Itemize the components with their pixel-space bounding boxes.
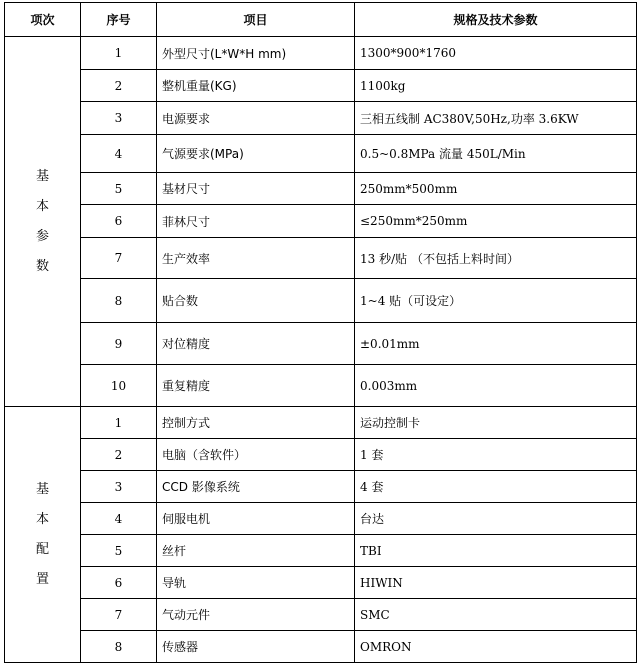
table-row: [5, 279, 637, 323]
row-value: HIWIN: [355, 567, 637, 599]
section-label-char: 本: [35, 198, 49, 214]
row-value: 运动控制卡: [355, 407, 637, 439]
row-value: 台达: [355, 503, 637, 535]
row-number: 1: [81, 407, 157, 439]
row-number: 8: [81, 631, 157, 663]
row-number: 4: [81, 135, 157, 173]
row-item: 重复精度: [157, 365, 355, 407]
row-value: 三相五线制 AC380V,50Hz,功率 3.6KW: [355, 102, 637, 135]
table-row: [5, 631, 637, 663]
table-row: [5, 365, 637, 407]
row-value: 250mm*500mm: [355, 173, 637, 205]
row-item: 外型尺寸(L*W*H mm): [157, 37, 355, 70]
section-label-char: 基: [35, 168, 49, 184]
row-value: 1 套: [355, 439, 637, 471]
table-row: [5, 567, 637, 599]
section-label: [5, 37, 81, 407]
table-row: [5, 599, 637, 631]
row-value: 4 套: [355, 471, 637, 503]
row-number: 2: [81, 70, 157, 102]
row-value: SMC: [355, 599, 637, 631]
table-row: [5, 70, 637, 102]
header-row: [5, 3, 637, 37]
table-row: [5, 205, 637, 238]
spec-table: [4, 2, 637, 663]
row-number: 9: [81, 323, 157, 365]
row-value: 0.5~0.8MPa 流量 450L/Min: [355, 135, 637, 173]
row-value: ±0.01mm: [355, 323, 637, 365]
section-label-char: 本: [35, 511, 49, 527]
header-no: 序号: [81, 3, 157, 37]
row-item: 丝杆: [157, 535, 355, 567]
table-row: [5, 173, 637, 205]
row-item: 贴合数: [157, 279, 355, 323]
row-number: 6: [81, 567, 157, 599]
row-item: 导轨: [157, 567, 355, 599]
row-number: 1: [81, 37, 157, 70]
row-number: 7: [81, 238, 157, 279]
row-item: 传感器: [157, 631, 355, 663]
table-row: [5, 471, 637, 503]
table-row: [5, 238, 637, 279]
row-value: 1~4 贴（可设定）: [355, 279, 637, 323]
row-value: OMRON: [355, 631, 637, 663]
table-row: [5, 407, 637, 439]
row-value: TBI: [355, 535, 637, 567]
section-label-char: 参: [35, 228, 49, 244]
section-label-char: 置: [35, 571, 49, 587]
row-number: 10: [81, 365, 157, 407]
row-item: 电脑（含软件）: [157, 439, 355, 471]
table-row: [5, 37, 637, 70]
row-number: 8: [81, 279, 157, 323]
table-row: [5, 535, 637, 567]
row-value: 0.003mm: [355, 365, 637, 407]
row-item: 电源要求: [157, 102, 355, 135]
row-item: 伺服电机: [157, 503, 355, 535]
row-item: 菲林尺寸: [157, 205, 355, 238]
row-item: 整机重量(KG): [157, 70, 355, 102]
table-row: [5, 323, 637, 365]
row-item: 气源要求(MPa): [157, 135, 355, 173]
row-value: 13 秒/贴 （不包括上料时间）: [355, 238, 637, 279]
table-row: [5, 135, 637, 173]
row-item: 气动元件: [157, 599, 355, 631]
table-row: [5, 102, 637, 135]
table-body: [5, 37, 637, 663]
row-number: 3: [81, 471, 157, 503]
row-number: 3: [81, 102, 157, 135]
row-number: 2: [81, 439, 157, 471]
header-category: 项次: [5, 3, 81, 37]
row-number: 5: [81, 173, 157, 205]
section-label-char: 配: [35, 541, 49, 557]
row-number: 4: [81, 503, 157, 535]
header-spec: 规格及技术参数: [355, 3, 637, 37]
section-label-char: 数: [35, 258, 49, 274]
row-value: 1300*900*1760: [355, 37, 637, 70]
row-number: 6: [81, 205, 157, 238]
row-number: 7: [81, 599, 157, 631]
row-item: 基材尺寸: [157, 173, 355, 205]
row-number: 5: [81, 535, 157, 567]
row-item: 对位精度: [157, 323, 355, 365]
table-row: [5, 439, 637, 471]
section-label-char: 基: [35, 481, 49, 497]
row-value: 1100kg: [355, 70, 637, 102]
row-item: 控制方式: [157, 407, 355, 439]
header-item: 项目: [157, 3, 355, 37]
row-value: ≤250mm*250mm: [355, 205, 637, 238]
row-item: 生产效率: [157, 238, 355, 279]
row-item: CCD 影像系统: [157, 471, 355, 503]
table-row: [5, 503, 637, 535]
section-label: [5, 407, 81, 663]
